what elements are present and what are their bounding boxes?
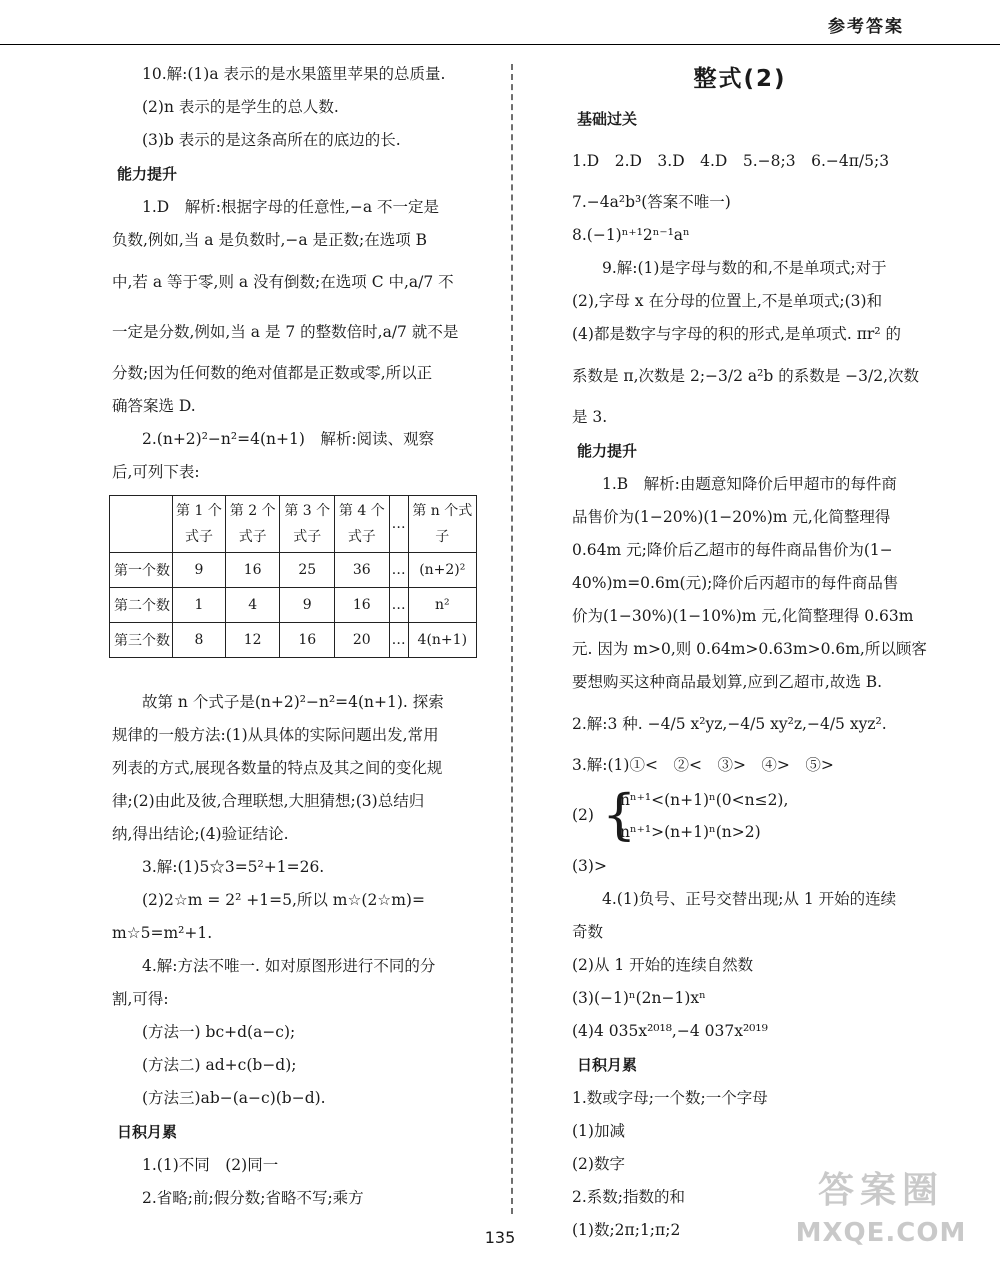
- answer-line: 40%)m=0.6m(元);降价后丙超市的每件商品售: [572, 574, 899, 592]
- answer-line: 规律的一般方法:(1)从具体的实际问题出发,常用: [112, 726, 439, 744]
- page-number: 135: [484, 1228, 516, 1247]
- header-tag: 参考答案: [828, 17, 904, 37]
- answer-line: 元. 因为 m>0,则 0.64m>0.63m>0.6m,所以顾客: [572, 640, 927, 658]
- answer-line: (3)>: [572, 857, 607, 875]
- table-cell: n²: [408, 588, 476, 623]
- watermark: [786, 1166, 976, 1256]
- answer-line: 纳,得出结论;(4)验证结论.: [112, 825, 289, 843]
- table-cell: 第一个数: [110, 553, 173, 588]
- answer-line: 割,可得:: [112, 990, 169, 1008]
- answer-line: 2.省略;前;假分数;省略不写;乘方: [142, 1189, 364, 1207]
- answer-line: 列表的方式,展现各数量的特点及其之间的变化规: [112, 759, 443, 777]
- table-cell: 25: [280, 553, 335, 588]
- table-cell: 1: [173, 588, 226, 623]
- answer-line: 1.B 解析:由题意知降价后甲超市的每件商: [602, 475, 897, 493]
- answer-line: 确答案选 D.: [112, 397, 196, 415]
- answer-line: (2)从 1 开始的连续自然数: [572, 956, 754, 974]
- answer-line: 2.(n+2)²−n²=4(n+1) 解析:阅读、观察: [142, 430, 435, 448]
- pattern-table: [109, 495, 477, 658]
- table-cell: 36: [335, 553, 390, 588]
- answer-line: 1.D 2.D 3.D 4.D 5.−8;3 6.−4π/5;3: [572, 152, 890, 170]
- answer-line: 9.解:(1)是字母与数的和,不是单项式;对于: [602, 259, 887, 277]
- table-cell: 4(n+1): [408, 623, 476, 658]
- table-cell: 16: [335, 588, 390, 623]
- answer-line: 4.(1)负号、正号交替出现;从 1 开始的连续: [602, 890, 897, 908]
- answer-line: 是 3.: [572, 408, 608, 426]
- table-header-cell: 第 3 个式子: [280, 496, 335, 553]
- header-rule: [0, 44, 1000, 45]
- answer-line: 0.64m 元;降价后乙超市的每件商品售价为(1−: [572, 541, 893, 559]
- answer-line: 负数,例如,当 a 是负数时,−a 是正数;在选项 B: [112, 231, 428, 249]
- answer-line: (2)2☆m = 2² +1=5,所以 m☆(2☆m)=: [142, 891, 425, 909]
- piecewise-answer: [572, 782, 908, 850]
- table-header-row: [110, 496, 477, 553]
- answer-line: 4.解:方法不唯一. 如对原图形进行不同的分: [142, 957, 436, 975]
- left-column: [112, 58, 480, 1215]
- answer-line: 后,可列下表:: [112, 463, 200, 481]
- answer-line: 品售价为(1−20%)(1−20%)m 元,化简整理得: [572, 508, 891, 526]
- table-cell: 8: [173, 623, 226, 658]
- table-cell: (n+2)²: [408, 553, 476, 588]
- table-header-cell: 第 4 个式子: [335, 496, 390, 553]
- piecewise-line: nⁿ⁺¹<(n+1)ⁿ(0<n≤2),: [620, 791, 789, 809]
- table-cell: 4: [225, 588, 280, 623]
- answer-line: (2),字母 x 在分母的位置上,不是单项式;(3)和: [572, 292, 883, 310]
- answer-line: 故第 n 个式子是(n+2)²−n²=4(n+1). 探索: [142, 693, 444, 711]
- watermark-logo-text: 答案圈: [817, 1170, 944, 1211]
- table-cell: 9: [280, 588, 335, 623]
- piecewise-label: (2): [572, 806, 594, 824]
- answer-line: 2.系数;指数的和: [572, 1188, 686, 1206]
- section-heading: 日积月累: [117, 1123, 178, 1141]
- answer-line: (2)数字: [572, 1155, 625, 1173]
- answer-line: 10.解:(1)a 表示的是水果篮里苹果的总质量.: [142, 65, 446, 83]
- answer-line: 1.数或字母;一个数;一个字母: [572, 1089, 768, 1107]
- table-cell: 16: [280, 623, 335, 658]
- table-header-cell: 第 n 个式子: [408, 496, 476, 553]
- column-divider: [511, 64, 513, 1214]
- table-row: [110, 588, 477, 623]
- table-header-cell: 第 1 个式子: [173, 496, 226, 553]
- answer-line: (3)(−1)ⁿ(2n−1)xⁿ: [572, 989, 706, 1007]
- table-cell: 20: [335, 623, 390, 658]
- right-column: [572, 58, 927, 1247]
- answer-line: m☆5=m²+1.: [112, 924, 213, 942]
- answer-line: (2)n 表示的是学生的总人数.: [142, 98, 339, 116]
- table-row: [110, 623, 477, 658]
- table-header-cell: [110, 496, 173, 553]
- section-heading: 基础过关: [577, 110, 638, 128]
- spacer: [112, 664, 480, 686]
- section-heading: 能力提升: [117, 165, 178, 183]
- table-cell: 9: [173, 553, 226, 588]
- answer-line: 要想购买这种商品最划算,应到乙超市,故选 B.: [572, 673, 883, 691]
- table-cell: …: [389, 588, 408, 623]
- answer-line: (方法二) ad+c(b−d);: [142, 1056, 297, 1074]
- answer-line: (1)加减: [572, 1122, 625, 1140]
- answer-line: (方法三)ab−(a−c)(b−d).: [142, 1089, 326, 1107]
- table-cell: 16: [225, 553, 280, 588]
- answer-line: 2.解:3 种. −4/5 x²yz,−4/5 xy²z,−4/5 xyz².: [572, 715, 887, 733]
- piecewise-line: nⁿ⁺¹>(n+1)ⁿ(n>2): [620, 823, 761, 841]
- left-brace-icon: {: [602, 783, 637, 846]
- answer-line: 价为(1−30%)(1−10%)m 元,化简整理得 0.63m: [572, 607, 914, 625]
- table-header-cell: 第 2 个式子: [225, 496, 280, 553]
- table-cell: 第二个数: [110, 588, 173, 623]
- answer-line: 7.−4a²b³(答案不唯一): [572, 193, 731, 211]
- answer-line: (3)b 表示的是这条高所在的底边的长.: [142, 131, 401, 149]
- answer-line: 8.(−1)ⁿ⁺¹2ⁿ⁻¹aⁿ: [572, 226, 690, 244]
- table-cell: …: [389, 553, 408, 588]
- section-heading: 能力提升: [577, 442, 638, 460]
- table-row: [110, 553, 477, 588]
- answer-line: 分数;因为任何数的绝对值都是正数或零,所以正: [112, 364, 433, 382]
- answer-line: 奇数: [572, 923, 604, 941]
- watermark-url: MXQE.COM: [795, 1218, 967, 1248]
- table-cell: 第三个数: [110, 623, 173, 658]
- answer-line: 系数是 π,次数是 2;−3/2 a²b 的系数是 −3/2,次数: [572, 367, 920, 385]
- table-cell: …: [389, 623, 408, 658]
- section-title: 整式(2): [693, 66, 787, 92]
- table-cell: 12: [225, 623, 280, 658]
- answer-line: 3.解:(1)5☆3=5²+1=26.: [142, 858, 325, 876]
- answer-line: 一定是分数,例如,当 a 是 7 的整数倍时,a/7 就不是: [112, 323, 459, 341]
- answer-line: 1.(1)不同 (2)同一: [142, 1156, 279, 1174]
- section-heading: 日积月累: [577, 1056, 638, 1074]
- answer-line: (1)数;2π;1;π;2: [572, 1221, 681, 1239]
- answer-line: 律;(2)由此及彼,合理联想,大胆猜想;(3)总结归: [112, 792, 425, 810]
- answer-line: (4)都是数字与字母的积的形式,是单项式. πr² 的: [572, 325, 901, 343]
- answer-line: 1.D 解析:根据字母的任意性,−a 不一定是: [142, 198, 440, 216]
- table-header-cell: …: [389, 496, 408, 553]
- answer-line: 中,若 a 等于零,则 a 没有倒数;在选项 C 中,a/7 不: [112, 273, 454, 291]
- answer-line: (方法一) bc+d(a−c);: [142, 1023, 296, 1041]
- answer-line: (4)4 035x²⁰¹⁸,−4 037x²⁰¹⁹: [572, 1022, 768, 1040]
- answer-line: 3.解:(1)①< ②< ③> ④> ⑤>: [572, 756, 834, 774]
